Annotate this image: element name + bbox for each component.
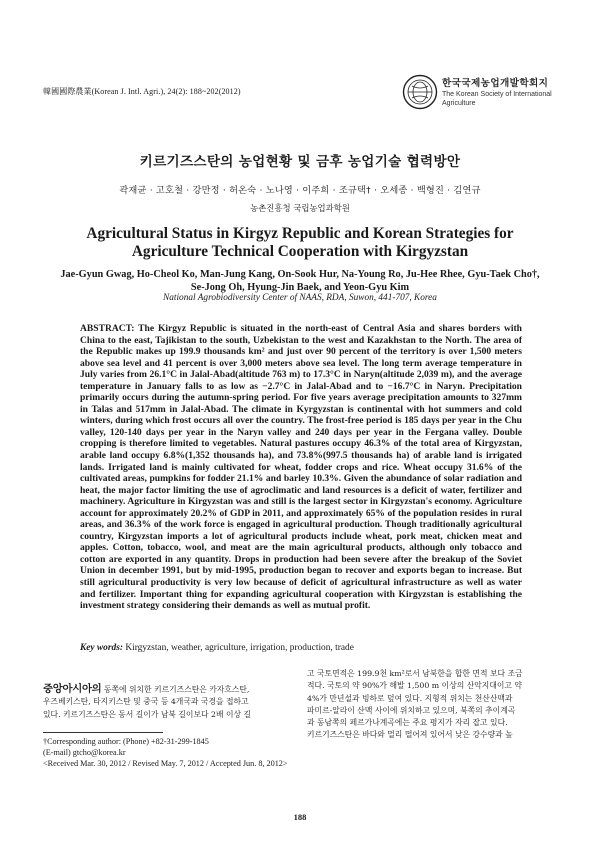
body-right-line: 고 국토면적은 199.9천 km²로서 남북한을 합한 면적 보다 조금: [307, 669, 523, 678]
body-left-line-1: 동쪽에 위치한 키르기즈스탄은 카자흐스탄,: [101, 685, 250, 694]
body-right-line: 파미르-알라이 산맥 사이에 위치하고 있으며, 북쪽의 추이계곡: [307, 705, 516, 715]
body-right-line: 과 동남쪽의 페르가나계곡에는 주요 평지가 자리 잡고 있다.: [307, 718, 508, 728]
body-right-line: 4%가 만년설과 빙하로 덮여 있다. 지형적 위치는 천산산맥과: [307, 693, 513, 703]
keywords-label: Key words:: [80, 643, 123, 653]
body-left-line-2: 우즈베키스탄, 타지키스탄 및 중국 등 4개국과 국경을 접하고: [43, 697, 249, 707]
body-lead-word: 중앙아시아의: [43, 683, 102, 695]
body-left-column: [43, 683, 296, 721]
footnote-corresponding: †Corresponding author: (Phone) +82-31-299-1845: [43, 737, 209, 746]
society-logo: [402, 70, 562, 110]
society-name-en: The Korean Society of International Agriculture: [442, 91, 552, 107]
authors-english: [50, 268, 550, 294]
affiliation-english: National Agrobiodiversity Center of NAAS, RDA, Suwon, 441-707, Korea: [163, 293, 437, 303]
body-left-line-3: 있다. 키르기즈스탄은 동서 길이가 남북 길이보다 2배 이상 길: [43, 709, 252, 719]
body-right-column: [307, 668, 560, 742]
abstract-label: ABSTRACT:: [80, 323, 135, 334]
society-seal-icon: [402, 74, 438, 110]
page-number: 188: [293, 812, 307, 822]
journal-reference: 韓國國際農業(Korean J. Intl. Agri.), 24(2): 188~202(2012): [43, 87, 241, 96]
title-korean: 키르기즈스탄의 농업현황 및 금후 농업기술 협력방안: [139, 154, 461, 170]
keywords-text: Kirgyzstan, weather, agriculture, irrigation, production, trade: [125, 643, 354, 653]
affiliation-korean: 농촌진흥청 국립농업과학원: [250, 203, 350, 213]
authors-korean: 곽재균 · 고호철 · 강만정 · 허온숙 · 노나영 · 이주희 · 조규택† · 오세종 · 백형진 · 김연규: [119, 185, 481, 196]
title-english: Agricultural Status in Kirgyz Republic and Korean Strategies for Agriculture Technical Cooperation with Kirgyzstan: [86, 225, 514, 260]
keywords: [80, 643, 522, 653]
authors-english-line-1: Jae-Gyun Gwag, Ho-Cheol Ko, Man-Jung Kang, On-Sook Hur, Na-Young Ro, Ju-Hee Rhee, Gyu-Taek Cho†,: [60, 269, 540, 280]
footnote-email: (E-mail) gtcho@korea.kr: [43, 748, 126, 758]
body-right-line: 적다. 국토의 약 90%가 해발 1,500 m 이상의 산악지대이고 약: [307, 681, 522, 691]
society-name-ko: 한국국제농업개발학회지: [442, 78, 549, 89]
authors-english-line-2: Se-Jong Oh, Hyung-Jin Baek, and Yeon-Gyu Kim: [190, 282, 410, 293]
abstract: [80, 323, 522, 612]
footnote-dates: <Received Mar. 30, 2012 / Revised May. 7, 2012 / Accepted Jun. 8, 2012>: [43, 759, 288, 769]
abstract-text: The Kirgyz Republic is situated in the north-east of Central Asia and shares borders with China to the east, Tajikistan to the south, Uzbekistan to the west and Kazakhstan to the North. The area of the Republic makes up 199.9 thousands km² and just over 90 percent of the territory is over 1,500 meters above sea level and 41 percent is over 3,000 meters above sea level. The long term average temperature in July varies from 26.1°C in Jalal-Abad(altitude 763 m) to 17.3°C in Naryn(altitude 2,039 m), and the average temperature in January falls to as low as −2.7°C in Jalal-Abad and to −16.7°C in Naryn. Precipitation primarily occurs during the autumn-spring period. For five years average precipitation amounts to 327mm in Talas and 517mm in Jalal-Abad. The climate in Kyrgyzstan is continental with hot summers and cold winters, during which frost occurs all over the country. The frost-free period is 185 days per year in the Chu valley, 120-140 days per year in the Naryn valley and 240 days per year in the Fergana valley. Double cropping is therefore limited to vegetables. Natural pastures occupy 46.3% of the total area of Kirgyzstan, arable land occupy 6.8%(1,352 thousands ha), and 73.8%(997.5 thousands ha) of arable land is irrigated lands. Irrigated land is mainly cultivated for wheat, fodder crops and rice. Wheat occupy 31.6% of the cultivated areas, pumpkins for fodder 21.1% and barley 10.3%. Given the abundance of solar radiation and heat, the major factor limiting the use of agroclimatic and land resources is a deficit of water, fertilizer and machinery. Agriculture in Kirgyzstan was and still is the largest sector in Kirgyzstan's economy. Agriculture account for approximately 20.2% of GDP in 2011, and approximately 65% of the population resides in rural areas, and 36.3% of the work force is engaged in agricultural production. Though traditionally agricultural country, Kirgyzstan imports a lot of agricultural products include wheat, pork meat, chicken meat and apples. Cotton, tobacco, wool, and meat are the main agricultural products, although only tobacco and cotton are exported in any quantity. Drops in production had been severe after the breakup of the Soviet Union in december 1991, but by mid-1995, production began to recover and exports began to increase. But still agricultural productivity is very low because of deficit of agricultural infrastructure as well as water and fertilizer. Important thing for expanding agricultural cooperation with Kirgyzstan is establishing the investment strategy considering their demands as well as mutual profit.: [80, 323, 522, 612]
footnote: [43, 736, 303, 770]
body-right-line: 키르기즈스탄은 바다와 멀리 떨어져 있어서 낮은 강수량과 높: [307, 730, 513, 740]
footnote-divider: [43, 732, 163, 733]
